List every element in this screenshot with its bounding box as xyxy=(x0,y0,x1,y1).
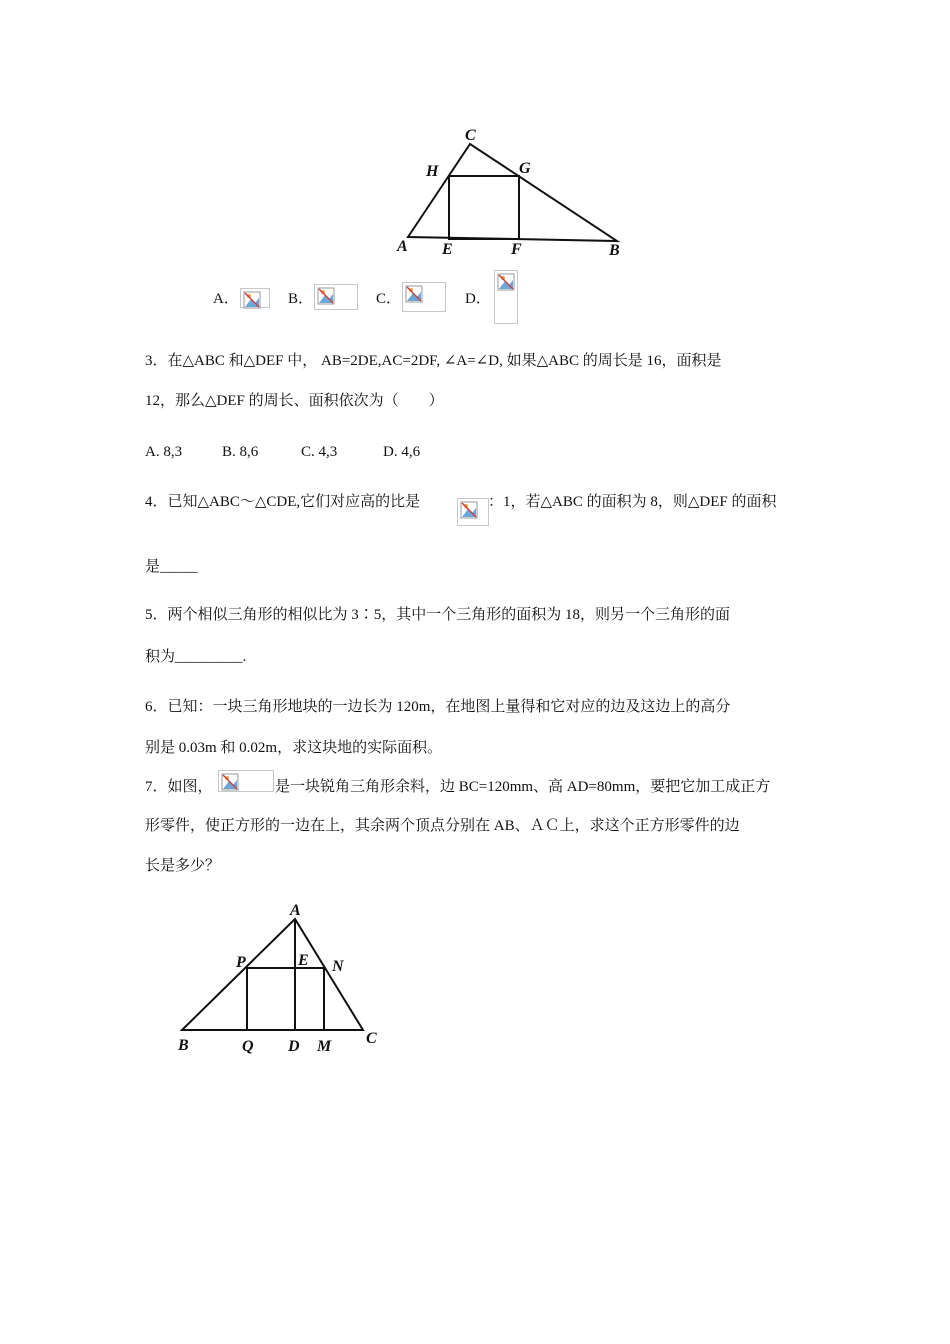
q7-line-3: 长是多少？ xyxy=(145,858,221,874)
q6-line-2: 别是 0.03m 和 0.02m，求这块地的实际面积。 xyxy=(145,740,443,756)
label-f: F xyxy=(511,241,522,258)
label-c-2: C xyxy=(366,1030,377,1047)
q3-option-b: B. 8,6 xyxy=(222,444,259,460)
label-d: D xyxy=(288,1038,300,1055)
rectangle-efgh xyxy=(449,176,519,239)
q2-option-a-image xyxy=(240,288,270,308)
broken-image-icon xyxy=(243,291,261,309)
broken-image-icon xyxy=(405,285,423,303)
label-h: H xyxy=(426,163,439,180)
q5-line-2: 积为_________. xyxy=(145,649,247,665)
q2-option-c-image xyxy=(402,282,446,312)
q3-option-d: D. 4,6 xyxy=(383,444,421,460)
q2-option-b-image xyxy=(314,284,358,310)
q7-line-1-start: 7．如图， xyxy=(145,779,213,795)
q6-line-1: 6．已知：一块三角形地块的一边长为 120m，在地图上量得和它对应的边及这边上的高分 xyxy=(145,699,731,715)
q2-option-b-label: B． xyxy=(288,291,314,307)
label-e-2: E xyxy=(298,952,309,969)
figure-triangle-square xyxy=(170,895,390,1060)
q3-option-a: A. 8,3 xyxy=(145,444,183,460)
label-e: E xyxy=(442,241,453,258)
q7-figure-image xyxy=(218,770,274,792)
square-pqmn xyxy=(247,968,324,1030)
q2-option-a-label: A． xyxy=(213,291,239,307)
q2-option-c-label: C． xyxy=(376,291,402,307)
broken-image-icon xyxy=(497,273,515,291)
q4-line-1-start: 4．已知△ABC～△CDE,它们对应高的比是 xyxy=(145,494,421,510)
q3-option-c: C. 4,3 xyxy=(301,444,338,460)
broken-image-icon xyxy=(317,287,335,305)
figure-triangle-rectangle xyxy=(390,120,640,265)
q4-line-1-end: ：1，若△ABC 的面积为 8，则△DEF 的面积 xyxy=(488,494,777,510)
q2-option-d-label: D． xyxy=(465,291,491,307)
label-m: M xyxy=(317,1038,332,1055)
q2-option-d-image xyxy=(494,270,518,324)
label-g: G xyxy=(519,160,531,177)
q3-line-1: 3．在△ABC 和△DEF 中， AB=2DE,AC=2DF, ∠A=∠D, 如果△ABC 的周长是 16，面积是 xyxy=(145,353,722,369)
broken-image-icon xyxy=(460,501,478,519)
label-b-2: B xyxy=(178,1037,189,1054)
q4-line-2: 是_____ xyxy=(145,559,198,575)
triangle-abc xyxy=(408,144,617,241)
q7-line-2: 形零件，使正方形的一边在上，其余两个顶点分别在 AB、ＡＣ上，求这个正方形零件的边 xyxy=(145,818,740,834)
q4-ratio-image xyxy=(457,498,489,526)
label-b: B xyxy=(609,242,620,259)
label-c: C xyxy=(465,127,476,144)
q7-line-1-end: 是一块锐角三角形余料，边 BC=120mm、高 AD=80mm，要把它加工成正方 xyxy=(275,779,771,795)
label-a: A xyxy=(397,238,408,255)
label-q: Q xyxy=(242,1038,254,1055)
q5-line-1: 5．两个相似三角形的相似比为 3∶5，其中一个三角形的面积为 18，则另一个三角形的面 xyxy=(145,607,731,623)
label-n: N xyxy=(332,958,344,975)
broken-image-icon xyxy=(221,773,239,791)
label-a-2: A xyxy=(290,902,301,919)
q3-line-2: 12，那么△DEF 的周长、面积依次为（ ） xyxy=(145,393,444,409)
label-p: P xyxy=(236,954,246,971)
